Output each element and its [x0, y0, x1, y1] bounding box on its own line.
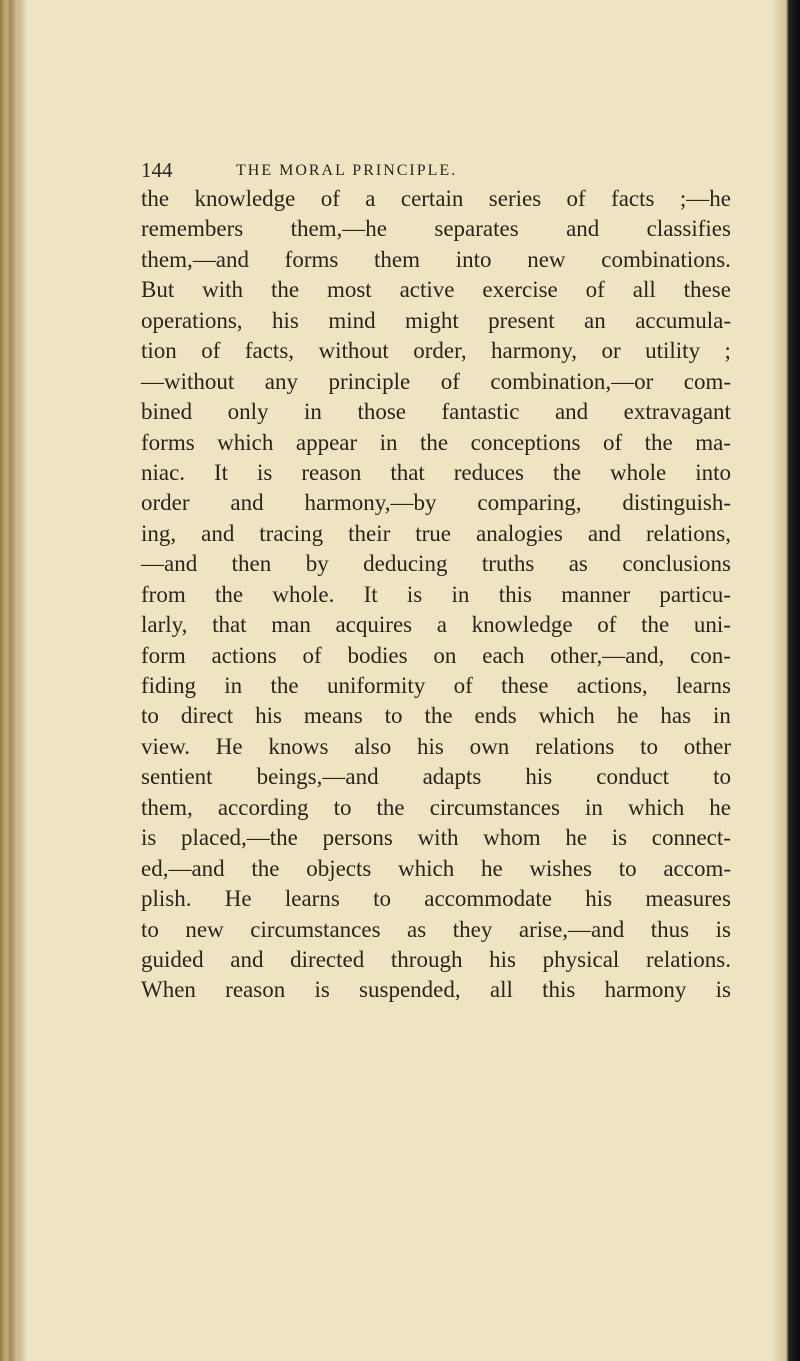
- text-word: to: [713, 764, 731, 790]
- text-line: [141, 975, 731, 1005]
- text-word: whole.: [272, 581, 335, 607]
- text-word: fiding: [141, 673, 196, 698]
- text-word: is: [611, 825, 628, 851]
- text-word: harmony,—by: [304, 490, 437, 516]
- text-word: from: [141, 581, 186, 607]
- text-word: his: [272, 307, 299, 333]
- text-word: those: [357, 399, 406, 425]
- text-word: He: [224, 886, 252, 912]
- text-word: also: [354, 733, 392, 759]
- text-word: It: [363, 581, 378, 607]
- text-line: [141, 549, 731, 579]
- text-word: actions,: [576, 673, 648, 698]
- text-word: accommodate: [424, 886, 552, 912]
- text-word: and: [566, 216, 600, 242]
- text-word: to: [141, 703, 159, 729]
- running-head: THE MORAL PRINCIPLE.: [236, 162, 458, 179]
- text-word: a: [436, 612, 447, 638]
- text-word: to: [333, 794, 352, 820]
- text-word: ing,: [141, 520, 177, 546]
- text-word: extravagant: [623, 399, 731, 425]
- text-word: forms: [141, 429, 195, 455]
- text-word: ;: [724, 338, 731, 364]
- text-word: conclusions: [622, 551, 731, 577]
- text-word: view.: [141, 733, 190, 759]
- text-word: uniformity: [326, 673, 426, 698]
- text-word: and: [230, 946, 264, 972]
- text-word: facts,: [244, 338, 295, 364]
- text-word: to: [618, 855, 637, 881]
- text-line: [141, 184, 731, 214]
- text-word: most: [326, 277, 372, 303]
- text-word: remembers: [141, 216, 244, 242]
- text-word: active: [399, 277, 455, 303]
- text-word: persons: [322, 825, 393, 851]
- text-word: suspended,: [359, 977, 461, 1003]
- text-word: placed,—the: [181, 825, 298, 851]
- text-word: manner: [561, 581, 631, 607]
- text-word: learns: [284, 886, 340, 912]
- text-word: utility: [645, 338, 701, 364]
- text-word: of: [602, 429, 623, 455]
- text-word: knows: [268, 733, 329, 759]
- text-word: certain: [400, 186, 464, 211]
- text-word: tion: [141, 338, 177, 364]
- text-word: relations: [535, 733, 615, 759]
- text-word: accumula-: [635, 307, 731, 333]
- text-word: bined: [141, 399, 193, 425]
- text-word: connect-: [651, 825, 731, 851]
- text-word: an: [584, 307, 606, 333]
- text-word: harmony: [604, 977, 687, 1003]
- text-line: [141, 397, 731, 427]
- text-word: and: [230, 490, 264, 516]
- text-word: bodies: [347, 642, 408, 668]
- text-word: them: [374, 246, 421, 272]
- text-word: of: [597, 612, 617, 638]
- text-word: is: [314, 977, 330, 1003]
- text-word: has: [660, 703, 692, 729]
- text-word: of: [566, 186, 586, 211]
- text-word: truths: [481, 551, 535, 577]
- text-word: particu-: [659, 581, 731, 607]
- text-word: of: [440, 368, 460, 394]
- text-word: plish.: [141, 886, 192, 912]
- text-word: principle: [328, 368, 411, 394]
- text-word: facts: [611, 186, 655, 211]
- text-word: learns: [675, 673, 731, 698]
- text-word: these: [501, 673, 549, 698]
- text-word: of: [201, 338, 221, 364]
- text-word: deducing: [363, 551, 448, 577]
- text-line: [141, 458, 731, 488]
- text-word: ;—he: [679, 186, 731, 211]
- text-line: [141, 245, 731, 275]
- text-word: mind: [328, 307, 376, 333]
- text-word: harmony,: [491, 338, 578, 364]
- text-word: and: [587, 520, 622, 546]
- text-word: his: [417, 733, 444, 759]
- text-word: his: [525, 764, 553, 790]
- text-word: direct: [180, 703, 234, 729]
- text-word: separates: [434, 216, 519, 242]
- text-word: is: [715, 916, 731, 942]
- text-word: objects: [306, 855, 372, 881]
- text-word: then: [231, 551, 272, 577]
- text-word: forms: [284, 246, 339, 272]
- text-word: according: [217, 794, 309, 820]
- text-word: order: [141, 490, 190, 516]
- text-word: But: [141, 277, 175, 303]
- text-word: ma-: [695, 429, 731, 455]
- text-word: to: [373, 886, 391, 912]
- text-word: larly,: [141, 612, 188, 638]
- text-word: and: [554, 399, 589, 425]
- text-line: [141, 306, 731, 336]
- text-word: their: [348, 520, 391, 546]
- text-word: exercise: [482, 277, 558, 303]
- text-word: he: [709, 794, 731, 820]
- text-line: [141, 762, 731, 792]
- text-word: analogies: [475, 520, 563, 546]
- text-word: relations,: [646, 520, 731, 546]
- page-binding-edge: [0, 0, 18, 1361]
- text-word: his: [585, 886, 613, 912]
- text-word: they: [452, 916, 493, 942]
- text-word: in: [585, 794, 603, 820]
- page-number: 144: [141, 158, 173, 182]
- text-word: the: [376, 794, 405, 820]
- text-line: [141, 701, 731, 731]
- text-word: the: [641, 612, 670, 638]
- text-word: each: [482, 642, 525, 668]
- text-word: arise,—and: [518, 916, 625, 942]
- text-word: he: [480, 855, 503, 881]
- text-word: other,—and,: [550, 642, 665, 668]
- text-word: is: [715, 977, 731, 1003]
- text-word: reason: [301, 459, 362, 485]
- text-word: distinguish-: [622, 490, 731, 516]
- text-line: [141, 580, 731, 610]
- text-word: is: [406, 581, 423, 607]
- text-word: in: [304, 399, 322, 425]
- text-word: only: [227, 399, 269, 425]
- text-word: in: [224, 673, 243, 698]
- text-word: through: [390, 946, 463, 972]
- text-word: guided: [141, 946, 204, 972]
- text-word: com-: [683, 368, 731, 394]
- text-word: the: [251, 855, 280, 881]
- text-word: a: [365, 186, 376, 211]
- text-word: conceptions: [470, 429, 581, 455]
- text-word: all: [489, 977, 513, 1003]
- text-word: beings,—and: [256, 764, 379, 790]
- text-word: this: [498, 581, 532, 607]
- text-word: is: [141, 825, 157, 851]
- text-word: ends: [474, 703, 517, 729]
- text-word: series: [488, 186, 542, 211]
- text-word: with: [417, 825, 459, 851]
- text-word: which: [217, 429, 274, 455]
- text-word: into: [695, 459, 731, 485]
- text-line: [141, 823, 731, 853]
- text-word: of: [302, 642, 322, 668]
- text-word: uni-: [693, 612, 731, 638]
- text-word: in: [379, 429, 398, 455]
- text-word: He: [215, 733, 243, 759]
- text-line: [141, 428, 731, 458]
- text-word: own: [469, 733, 510, 759]
- text-word: —and: [141, 551, 198, 577]
- text-word: reduces: [453, 459, 525, 485]
- text-line: [141, 367, 731, 397]
- text-line: [141, 336, 731, 366]
- text-word: these: [683, 277, 731, 303]
- text-word: combination,—or: [490, 368, 654, 394]
- text-line: [141, 671, 731, 701]
- text-word: classifies: [646, 216, 731, 242]
- text-word: he: [565, 825, 588, 851]
- text-word: them,—he: [290, 216, 388, 242]
- text-word: actions: [211, 642, 277, 668]
- text-word: ed,—and: [141, 855, 225, 881]
- text-word: to: [141, 916, 159, 942]
- text-word: order,: [413, 338, 467, 364]
- text-word: niac.: [141, 459, 186, 485]
- book-edge: [786, 0, 800, 1361]
- text-word: knowledge: [194, 186, 296, 211]
- text-word: appear: [295, 429, 358, 455]
- text-word: sentient: [141, 764, 213, 790]
- text-line: [141, 884, 731, 914]
- text-line: [141, 854, 731, 884]
- text-word: operations,: [141, 307, 243, 333]
- text-word: physical: [542, 946, 620, 972]
- text-word: con-: [690, 642, 731, 668]
- text-word: by: [305, 551, 329, 577]
- text-line: [141, 945, 731, 975]
- text-line: [141, 275, 731, 305]
- text-word: accom-: [663, 855, 731, 881]
- text-word: the: [270, 277, 300, 303]
- text-word: acquires: [335, 612, 413, 638]
- text-word: the: [420, 429, 449, 455]
- text-line: [141, 610, 731, 640]
- text-word: to: [640, 733, 658, 759]
- text-word: relations.: [646, 946, 731, 972]
- text-word: whole: [610, 459, 667, 485]
- text-word: means: [303, 703, 363, 729]
- text-word: to: [384, 703, 403, 729]
- text-word: his: [489, 946, 516, 972]
- text-word: he: [616, 703, 639, 729]
- text-line: [141, 915, 731, 945]
- text-line: [141, 519, 731, 549]
- text-word: reason: [225, 977, 286, 1003]
- text-word: fantastic: [441, 399, 520, 425]
- text-word: —without: [141, 368, 235, 394]
- text-word: the: [552, 459, 582, 485]
- text-line: [141, 732, 731, 762]
- text-word: into: [455, 246, 492, 272]
- text-word: It: [214, 459, 229, 485]
- text-word: of: [585, 277, 605, 303]
- text-word: of: [453, 673, 473, 698]
- text-word: might: [405, 307, 459, 333]
- text-word: in: [451, 581, 470, 607]
- text-word: man: [271, 612, 311, 638]
- text-word: all: [632, 277, 656, 303]
- text-line: [141, 488, 731, 518]
- text-word: this: [542, 977, 576, 1003]
- text-word: them,—and: [141, 246, 249, 272]
- text-word: as: [568, 551, 588, 577]
- text-word: with: [202, 277, 244, 303]
- text-word: comparing,: [477, 490, 582, 516]
- text-line: [141, 641, 731, 671]
- text-word: or: [601, 338, 621, 364]
- text-word: combinations.: [601, 246, 731, 272]
- text-word: the: [270, 673, 299, 698]
- text-word: which: [398, 855, 455, 881]
- text-word: the: [141, 186, 170, 211]
- text-word: circumstances: [429, 794, 560, 820]
- text-word: without: [318, 338, 389, 364]
- text-word: which: [627, 794, 685, 820]
- text-line: [141, 793, 731, 823]
- text-word: as: [407, 916, 427, 942]
- text-word: the: [644, 429, 673, 455]
- text-word: whom: [483, 825, 541, 851]
- page-edge-shadow: [770, 0, 786, 1361]
- text-word: and: [201, 520, 235, 546]
- text-word: knowledge: [471, 612, 573, 638]
- text-word: true: [415, 520, 452, 546]
- text-word: directed: [290, 946, 365, 972]
- text-word: conduct: [596, 764, 670, 790]
- text-word: present: [488, 307, 555, 333]
- text-word: which: [538, 703, 595, 729]
- text-word: adapts: [422, 764, 482, 790]
- text-word: of: [320, 186, 340, 211]
- text-word: that: [390, 459, 425, 485]
- text-word: tracing: [259, 520, 324, 546]
- text-word: thus: [650, 916, 690, 942]
- page-body: [141, 184, 731, 1006]
- text-word: any: [264, 368, 298, 394]
- text-word: form: [141, 642, 186, 668]
- text-line: [141, 214, 731, 244]
- text-word: on: [433, 642, 457, 668]
- text-word: the: [214, 581, 244, 607]
- text-word: the: [424, 703, 453, 729]
- text-word: that: [212, 612, 247, 638]
- text-word: other: [683, 733, 731, 759]
- text-word: new: [527, 246, 566, 272]
- text-word: When: [141, 977, 196, 1003]
- text-word: measures: [645, 886, 731, 912]
- text-word: new: [185, 916, 224, 942]
- text-word: them,: [141, 794, 193, 820]
- text-word: wishes: [529, 855, 593, 881]
- text-word: in: [713, 703, 731, 729]
- text-word: circumstances: [250, 916, 381, 942]
- text-word: is: [257, 459, 273, 485]
- text-word: his: [255, 703, 282, 729]
